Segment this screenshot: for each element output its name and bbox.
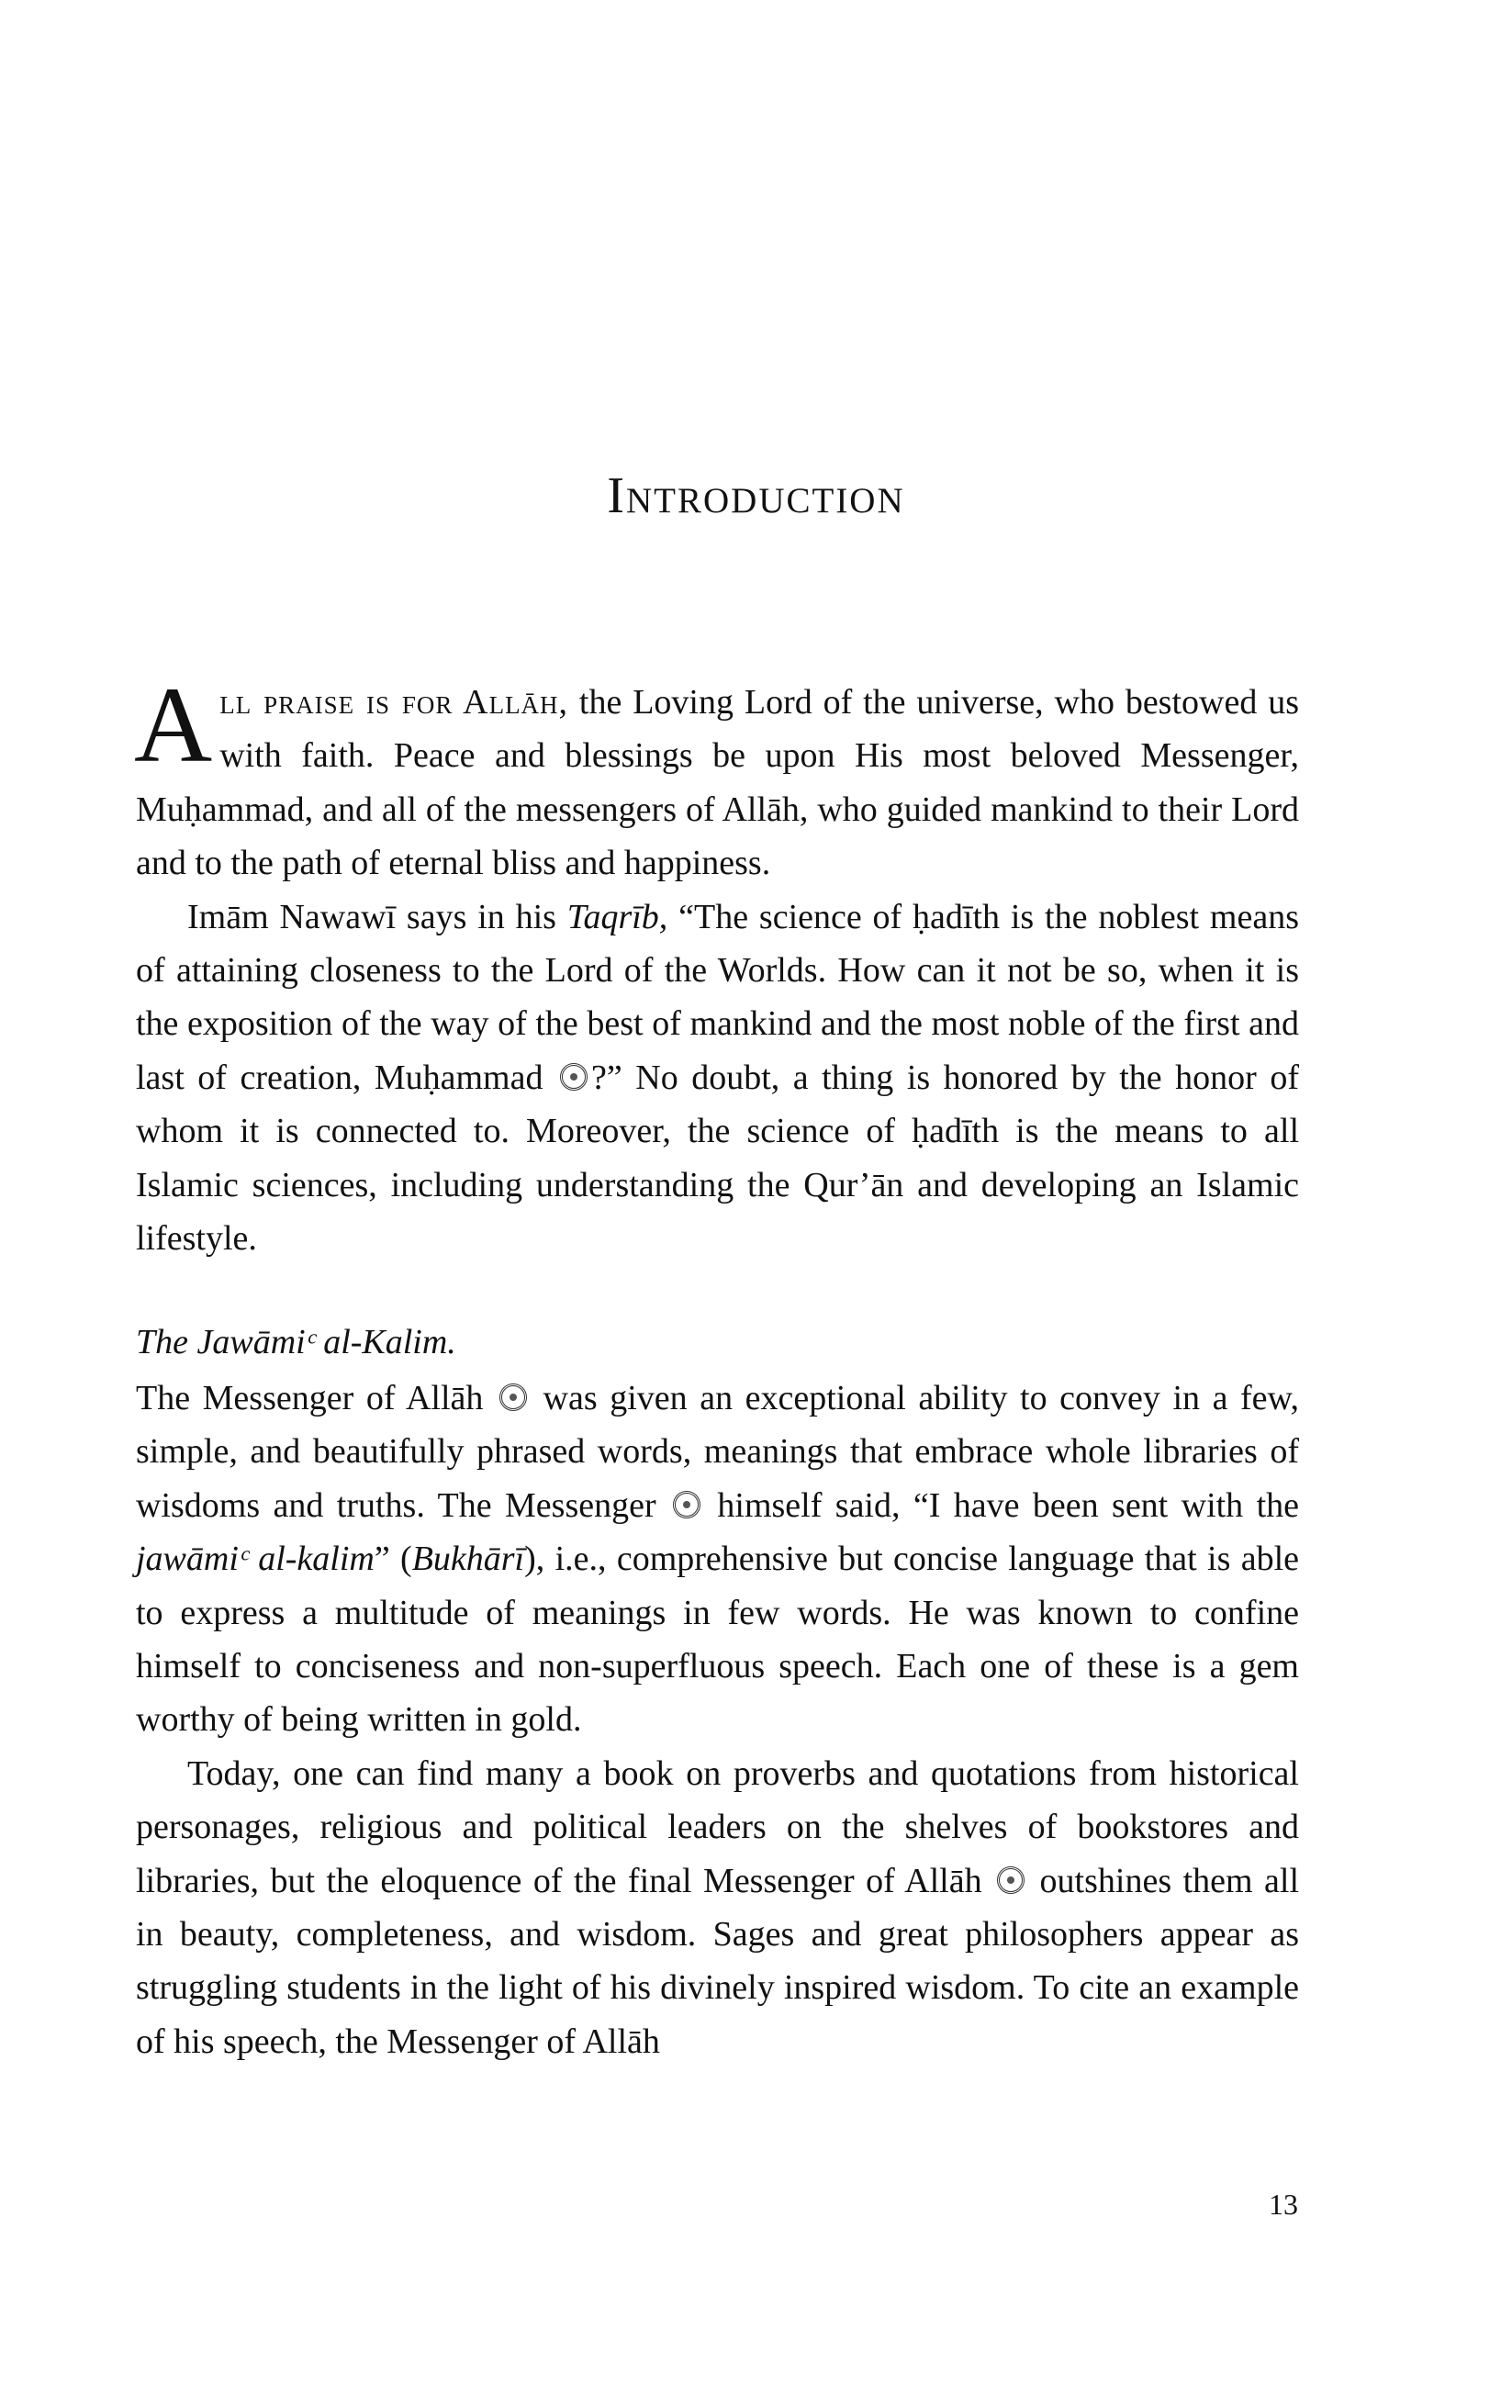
paragraph-3-text-a: The Messenger of Allāh bbox=[136, 1378, 484, 1417]
body-text bbox=[134, 665, 1300, 2068]
paragraph-3-text-d: ” ( bbox=[374, 1540, 412, 1579]
paragraph-3-text-e: ), i.e., comprehensive but concise language that is able to express a multitude of meanings in few words. He was known to confine himself to conciseness and non-superfluous speech. Each one of these is a gem worthy of being written in gold. bbox=[136, 1540, 1299, 1740]
salutation-icon bbox=[560, 1063, 588, 1091]
lead-in-smallcaps: ll praise is for Allāh, bbox=[219, 683, 569, 722]
paragraph-4-text-b: outshines them all in beauty, completeness, and wisdom. Sages and great philosophers appear as struggling students in the light of his divinely inspired wisdom. To cite an example of his speech, the Messenger of Allāh bbox=[136, 1861, 1300, 2061]
paragraph-2-text-a: Imām Nawawī says in his bbox=[187, 897, 567, 936]
term-jawami: jawāmiᶜ al-kalim bbox=[136, 1540, 375, 1579]
paragraph-3-text-b: was given an exceptional ability to convey in a few, simple, and beautifully phrased words, meanings that embrace whole libraries of wisdoms and truths. The Messenger bbox=[136, 1378, 1299, 1525]
paragraph-1-text: the Loving Lord of the universe, who bestowed us with faith. Peace and blessings be upon His most beloved Messenger, Muḥammad, and all of the messengers of Allāh, who guided mankind to their Lord and to the path of eternal bliss and happiness. bbox=[136, 683, 1299, 883]
paragraph-4 bbox=[136, 1747, 1299, 2068]
paragraph-3-text-c: himself said, “I have been sent with the bbox=[717, 1485, 1299, 1525]
paragraph-4-text-a: Today, one can find many a book on proverbs and quotations from historical personages, religious and political leaders on the shelves of bookstores and libraries, but the eloquence of the final Messenger of Allāh bbox=[136, 1753, 1299, 1900]
paragraph-2-text-b: “The science of ḥadīth is the noblest means of attaining closeness to the Lord of the Worlds. How can it not be so, when it is the exposition of the way of the best of mankind and the most noble of the first and last of creation, Muḥammad bbox=[136, 897, 1299, 1097]
paragraph-2-text-c: ?” No doubt, a thing is honored by the honor of whom it is connected to. Moreover, the science of ḥadīth is the means to all Islamic sciences, including understanding the Qur’ān and developing an Islamic lifestyle. bbox=[136, 1058, 1300, 1259]
paragraph-2 bbox=[136, 890, 1299, 1266]
paragraph-3 bbox=[136, 1372, 1299, 1747]
book-title-taqrib: Taqrīb, bbox=[566, 897, 668, 936]
page-number: 13 bbox=[1269, 2188, 1298, 2221]
section-heading: The Jawāmiᶜ al-Kalim. bbox=[136, 1323, 456, 1362]
source-bukhari: Bukhārī bbox=[411, 1540, 525, 1579]
salutation-icon bbox=[673, 1491, 700, 1518]
salutation-icon bbox=[997, 1866, 1025, 1894]
drop-cap: A bbox=[134, 665, 213, 785]
paragraph-1 bbox=[134, 665, 1299, 890]
salutation-icon bbox=[499, 1383, 527, 1411]
chapter-title: Introduction bbox=[607, 467, 905, 524]
